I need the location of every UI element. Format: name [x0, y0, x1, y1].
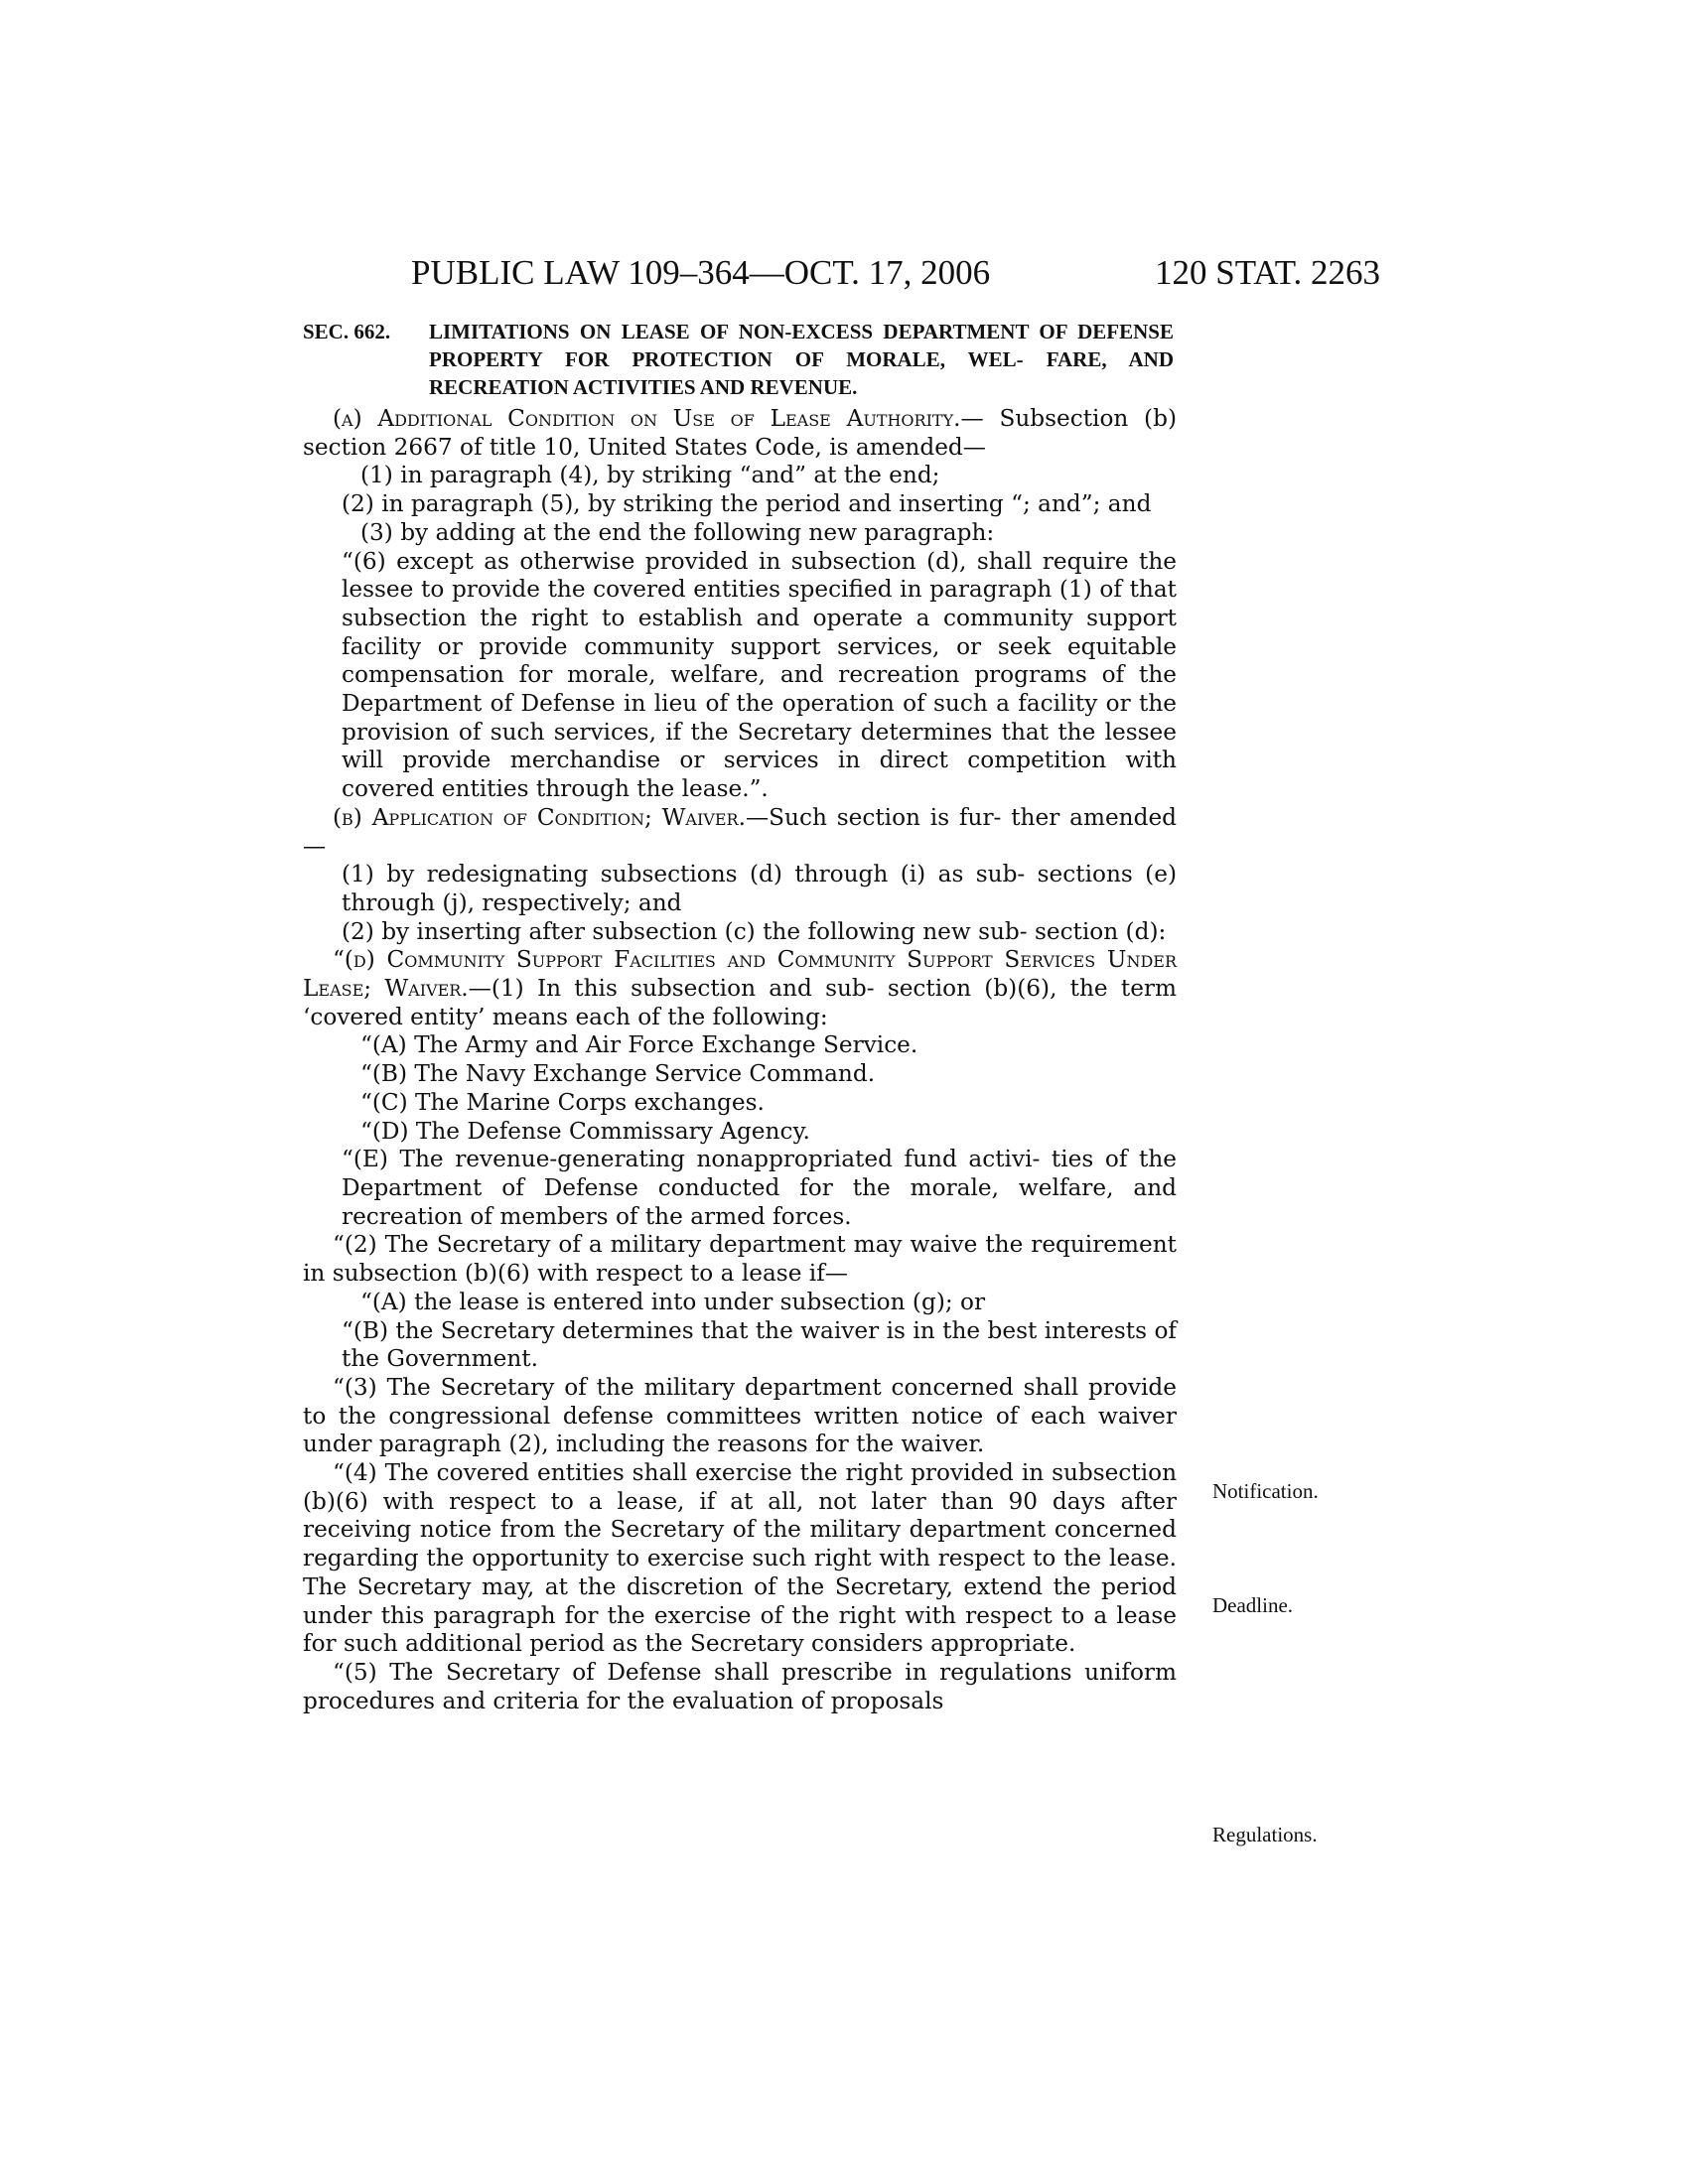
- running-head: PUBLIC LAW 109–364—OCT. 17, 2006: [411, 253, 991, 292]
- margin-note-deadline: Deadline.: [1212, 1593, 1294, 1617]
- stat-page-number: 120 STAT. 2263: [1155, 253, 1380, 292]
- section-title: LIMITATIONS ON LEASE OF NON-EXCESS DEPARTMENT OF DEFENSE PROPERTY FOR PROTECTION OF MORALE, WEL- FARE, AND RECREATION ACTIVITIES AND REVENUE.: [429, 320, 1174, 399]
- margin-note-regulations: Regulations.: [1212, 1823, 1318, 1846]
- page-header: [298, 253, 1380, 293]
- subsection-d-text: (1) In this subsection and sub- section (b)(6), the term ‘covered entity’ means each of the following:: [303, 975, 1177, 1030]
- quoted-paragraph-6: “(6) except as otherwise provided in subsection (d), shall require the lessee to provide the covered entities specified in paragraph (1) of that subsection the right to establish and operate a community support facility or provide community support services, or seek equitable compensation for morale, welfare, and recreation programs of the Department of Defense in lieu of the operation of such a facility or the provision of such services, if the Secretary determines that the lessee will provide merchandise or services in direct competition with covered entities through the lease.”.: [342, 547, 1177, 803]
- subsection-b-text: Such section is fur- ther amended—: [303, 803, 1178, 860]
- subsection-d-heading: “(d) Community Support Facilities and Community Support Services Under Lease; Waiver.—: [303, 946, 1177, 1003]
- subsection-b-heading: (b) Application of Condition; Waiver.—: [333, 803, 770, 831]
- paragraph-a2: [303, 490, 1177, 519]
- paragraph-d3: “(3) The Secretary of the military department concerned shall provide to the congressional defense committees written notice of each waiver under paragraph (2), including the reasons for the waiver.: [303, 1373, 1177, 1458]
- paragraph-d2b: “(B) the Secretary determines that the waiver is in the best interests of the Government.: [342, 1316, 1177, 1373]
- subsection-b: [303, 804, 1177, 861]
- paragraph-a1: (1) in paragraph (4), by striking “and” at the end;: [360, 462, 940, 489]
- margin-note-notification: Notification.: [1212, 1479, 1319, 1503]
- subsection-a: [303, 405, 1177, 462]
- section-number: SEC. 662.: [303, 320, 391, 343]
- covered-entity-a: “(A) The Army and Air Force Exchange Service.: [360, 1031, 918, 1059]
- paragraph-d2: “(2) The Secretary of a military department may waive the requirement in subsection (b)(6) with respect to a lease if—: [303, 1231, 1177, 1288]
- paragraph-d4: “(4) The covered entities shall exercise the right provided in subsection (b)(6) with respect to a lease, if at all, not later than 90 days after receiving notice from the Secretary of the military department concerned regarding the opportunity to exercise such right with respect to the lease. The Secretary may, at the discretion of the Secretary, extend the period under this paragraph for the exercise of the right with respect to a lease for such additional period as the Secretary considers appropriate.: [303, 1459, 1177, 1658]
- document-body: [303, 405, 1177, 1715]
- paragraph-d5: “(5) The Secretary of Defense shall prescribe in regulations uniform procedures and criteria for the evaluation of proposals: [303, 1658, 1177, 1714]
- paragraph-b2: (2) by inserting after subsection (c) the following new sub- section (d):: [342, 917, 1167, 945]
- subsection-a-heading: (a) Additional Condition on Use of Lease Authority.—: [333, 405, 984, 432]
- paragraph-b1: (1) by redesignating subsections (d) through (i) as sub- sections (e) through (j), respectively; and: [342, 861, 1177, 916]
- covered-entity-e: “(E) The revenue-generating nonappropriated fund activi- ties of the Department of Defense conducted for the morale, welfare, and recreation of members of the armed forces.: [342, 1146, 1177, 1230]
- covered-entity-c: “(C) The Marine Corps exchanges.: [360, 1088, 765, 1116]
- covered-entity-d: “(D) The Defense Commissary Agency.: [360, 1117, 810, 1145]
- subsection-a-text: Subsection (b) section 2667 of title 10, United States Code, is amended—: [303, 405, 1177, 461]
- covered-entity-b: “(B) The Navy Exchange Service Command.: [360, 1060, 876, 1088]
- paragraph-d2a: “(A) the lease is entered into under subsection (g); or: [360, 1288, 986, 1315]
- paragraph-a3: (3) by adding at the end the following new paragraph:: [360, 518, 995, 546]
- paragraph-a2-text: (2) in paragraph (5), by striking the period and inserting “; and”; and: [342, 490, 1152, 518]
- subsection-d: [303, 946, 1177, 1031]
